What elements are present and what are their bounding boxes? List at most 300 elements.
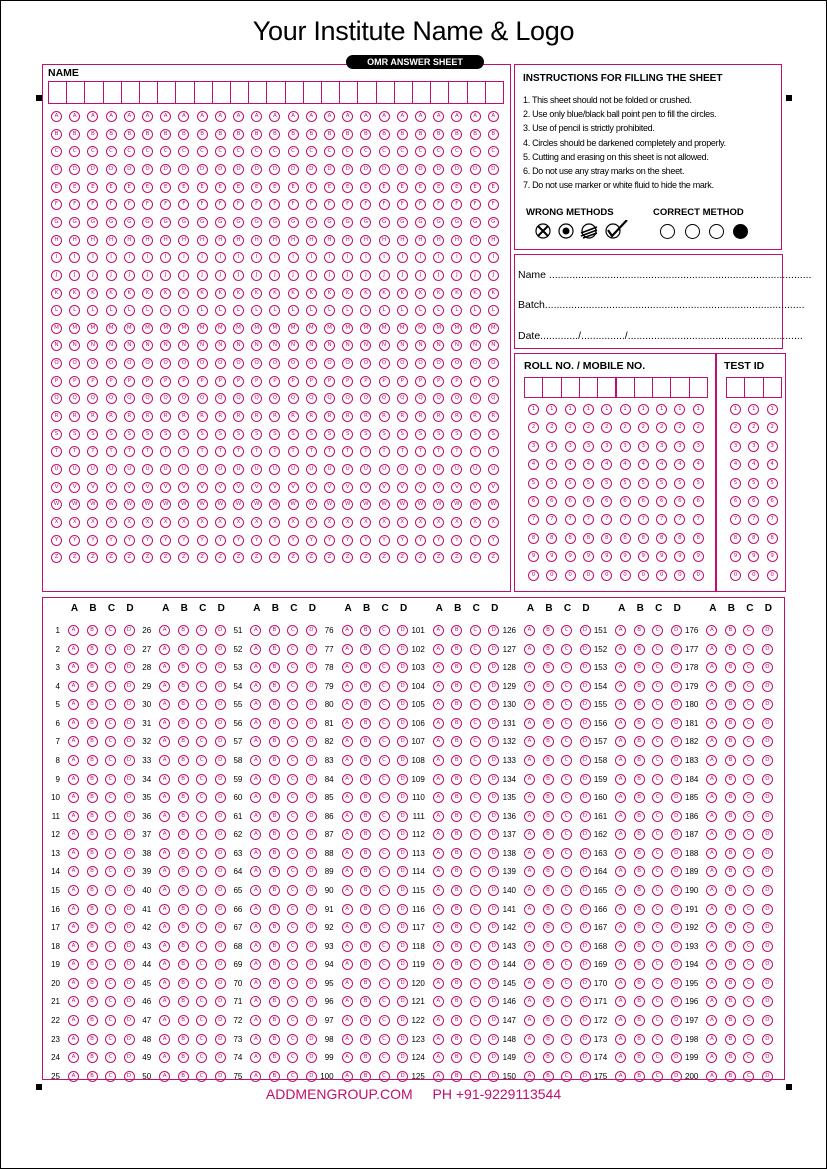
name-bubble[interactable]: X <box>142 517 153 528</box>
name-bubble[interactable]: E <box>306 182 317 193</box>
answer-bubble[interactable]: A <box>68 662 79 673</box>
answer-bubble[interactable]: C <box>196 662 207 673</box>
answer-bubble[interactable]: C <box>196 941 207 952</box>
name-bubble[interactable]: C <box>379 146 390 157</box>
answer-bubble[interactable]: A <box>706 811 717 822</box>
answer-bubble[interactable]: C <box>105 718 116 729</box>
answer-bubble[interactable]: B <box>360 996 371 1007</box>
answer-bubble[interactable]: A <box>433 755 444 766</box>
name-bubble[interactable]: L <box>379 305 390 316</box>
answer-bubble[interactable]: A <box>250 922 261 933</box>
name-letter-box[interactable] <box>194 81 213 104</box>
answer-bubble[interactable]: C <box>561 1071 572 1082</box>
answer-bubble[interactable]: D <box>397 978 408 989</box>
answer-bubble[interactable]: A <box>615 904 626 915</box>
name-letter-box[interactable] <box>376 81 395 104</box>
answer-bubble[interactable]: B <box>634 904 645 915</box>
answer-bubble[interactable]: B <box>87 996 98 1007</box>
name-bubble[interactable]: E <box>142 182 153 193</box>
answer-bubble[interactable]: A <box>615 1015 626 1026</box>
name-bubble[interactable]: T <box>324 446 335 457</box>
answer-bubble[interactable]: C <box>287 978 298 989</box>
roll-bubble[interactable]: 4 <box>565 459 576 470</box>
answer-bubble[interactable]: A <box>524 959 535 970</box>
name-bubble[interactable]: K <box>106 288 117 299</box>
answer-bubble[interactable]: B <box>360 718 371 729</box>
name-bubble[interactable]: Z <box>415 552 426 563</box>
name-bubble[interactable]: T <box>379 446 390 457</box>
test-id-bubble[interactable]: 0 <box>730 570 741 581</box>
answer-bubble[interactable]: A <box>159 736 170 747</box>
answer-bubble[interactable]: B <box>725 866 736 877</box>
answer-bubble[interactable]: D <box>397 904 408 915</box>
name-bubble[interactable]: Z <box>306 552 317 563</box>
roll-bubble[interactable]: 0 <box>620 570 631 581</box>
roll-bubble[interactable]: 0 <box>528 570 539 581</box>
name-bubble[interactable]: Z <box>251 552 262 563</box>
answer-bubble[interactable]: D <box>488 1052 499 1063</box>
name-bubble[interactable]: M <box>178 323 189 334</box>
answer-bubble[interactable]: B <box>269 1015 280 1026</box>
test-id-digit-box[interactable] <box>744 377 763 398</box>
answer-bubble[interactable]: A <box>524 625 535 636</box>
answer-bubble[interactable]: D <box>762 792 773 803</box>
roll-bubble[interactable]: 3 <box>620 441 631 452</box>
answer-bubble[interactable]: C <box>379 848 390 859</box>
answer-bubble[interactable]: D <box>215 774 226 785</box>
roll-bubble[interactable]: 7 <box>583 514 594 525</box>
name-bubble[interactable]: L <box>451 305 462 316</box>
name-bubble[interactable]: S <box>251 429 262 440</box>
name-bubble[interactable]: B <box>360 129 371 140</box>
name-bubble[interactable]: X <box>251 517 262 528</box>
name-bubble[interactable]: T <box>160 446 171 457</box>
answer-bubble[interactable]: B <box>725 1071 736 1082</box>
name-bubble[interactable]: C <box>342 146 353 157</box>
name-letter-box[interactable] <box>266 81 285 104</box>
roll-bubble[interactable]: 5 <box>674 478 685 489</box>
answer-bubble[interactable]: A <box>159 681 170 692</box>
name-bubble[interactable]: J <box>87 270 98 281</box>
answer-bubble[interactable]: B <box>634 699 645 710</box>
roll-bubble[interactable]: 4 <box>546 459 557 470</box>
roll-bubble[interactable]: 1 <box>674 404 685 415</box>
name-bubble[interactable]: V <box>451 482 462 493</box>
name-bubble[interactable]: A <box>470 111 481 122</box>
name-bubble[interactable]: U <box>470 464 481 475</box>
answer-bubble[interactable]: C <box>196 755 207 766</box>
name-bubble[interactable]: O <box>433 358 444 369</box>
name-bubble[interactable]: G <box>470 217 481 228</box>
name-bubble[interactable]: C <box>160 146 171 157</box>
name-bubble[interactable]: U <box>397 464 408 475</box>
answer-bubble[interactable]: B <box>87 941 98 952</box>
answer-bubble[interactable]: D <box>397 959 408 970</box>
name-bubble[interactable]: I <box>288 252 299 263</box>
name-bubble[interactable]: L <box>197 305 208 316</box>
name-bubble[interactable]: P <box>87 376 98 387</box>
name-bubble[interactable]: M <box>379 323 390 334</box>
name-bubble[interactable]: Q <box>470 393 481 404</box>
answer-bubble[interactable]: C <box>287 904 298 915</box>
name-bubble[interactable]: A <box>233 111 244 122</box>
answer-bubble[interactable]: A <box>250 736 261 747</box>
answer-bubble[interactable]: D <box>671 1052 682 1063</box>
name-bubble[interactable]: D <box>470 164 481 175</box>
answer-bubble[interactable]: A <box>342 996 353 1007</box>
answer-bubble[interactable]: D <box>671 978 682 989</box>
name-bubble[interactable]: B <box>69 129 80 140</box>
name-bubble[interactable]: F <box>51 199 62 210</box>
name-bubble[interactable]: V <box>106 482 117 493</box>
answer-bubble[interactable]: A <box>342 681 353 692</box>
name-bubble[interactable]: Q <box>342 393 353 404</box>
name-bubble[interactable]: O <box>415 358 426 369</box>
answer-bubble[interactable]: C <box>652 1015 663 1026</box>
answer-bubble[interactable]: D <box>397 922 408 933</box>
answer-bubble[interactable]: B <box>451 755 462 766</box>
answer-bubble[interactable]: A <box>706 904 717 915</box>
name-bubble[interactable]: M <box>87 323 98 334</box>
answer-bubble[interactable]: C <box>379 941 390 952</box>
name-bubble[interactable]: D <box>306 164 317 175</box>
name-bubble[interactable]: D <box>142 164 153 175</box>
name-bubble[interactable]: Y <box>451 535 462 546</box>
answer-bubble[interactable]: B <box>87 829 98 840</box>
name-bubble[interactable]: T <box>87 446 98 457</box>
roll-bubble[interactable]: 6 <box>693 496 704 507</box>
answer-bubble[interactable]: D <box>397 718 408 729</box>
name-bubble[interactable]: D <box>87 164 98 175</box>
answer-bubble[interactable]: A <box>615 866 626 877</box>
name-bubble[interactable]: J <box>306 270 317 281</box>
name-bubble[interactable]: N <box>233 340 244 351</box>
answer-bubble[interactable]: C <box>196 829 207 840</box>
name-bubble[interactable]: Y <box>269 535 280 546</box>
answer-bubble[interactable]: C <box>379 904 390 915</box>
answer-bubble[interactable]: A <box>433 829 444 840</box>
name-letter-box[interactable] <box>485 81 504 104</box>
name-bubble[interactable]: D <box>160 164 171 175</box>
name-bubble[interactable]: F <box>197 199 208 210</box>
name-letter-box[interactable] <box>430 81 449 104</box>
roll-bubble[interactable]: 5 <box>528 478 539 489</box>
answer-bubble[interactable]: B <box>543 978 554 989</box>
answer-bubble[interactable]: D <box>306 755 317 766</box>
answer-bubble[interactable]: B <box>269 662 280 673</box>
name-bubble[interactable]: S <box>324 429 335 440</box>
answer-bubble[interactable]: A <box>250 866 261 877</box>
answer-bubble[interactable]: A <box>68 1052 79 1063</box>
answer-bubble[interactable]: A <box>159 1071 170 1082</box>
name-bubble[interactable]: P <box>160 376 171 387</box>
name-bubble[interactable]: R <box>379 411 390 422</box>
answer-bubble[interactable]: D <box>215 922 226 933</box>
answer-bubble[interactable]: A <box>68 755 79 766</box>
answer-bubble[interactable]: D <box>306 866 317 877</box>
name-bubble[interactable]: W <box>251 499 262 510</box>
answer-bubble[interactable]: D <box>488 885 499 896</box>
answer-bubble[interactable]: C <box>379 662 390 673</box>
roll-bubble[interactable]: 0 <box>674 570 685 581</box>
answer-bubble[interactable]: A <box>250 662 261 673</box>
answer-bubble[interactable]: C <box>743 1034 754 1045</box>
answer-bubble[interactable]: D <box>215 1015 226 1026</box>
name-bubble[interactable]: Q <box>142 393 153 404</box>
answer-bubble[interactable]: A <box>68 829 79 840</box>
answer-bubble[interactable]: A <box>706 1034 717 1045</box>
answer-bubble[interactable]: B <box>360 699 371 710</box>
answer-bubble[interactable]: B <box>451 1071 462 1082</box>
name-bubble[interactable]: A <box>433 111 444 122</box>
roll-bubble[interactable]: 3 <box>674 441 685 452</box>
name-bubble[interactable]: O <box>215 358 226 369</box>
name-bubble[interactable]: Z <box>269 552 280 563</box>
name-bubble[interactable]: M <box>251 323 262 334</box>
name-bubble[interactable]: E <box>69 182 80 193</box>
answer-bubble[interactable]: B <box>178 978 189 989</box>
name-bubble[interactable]: K <box>233 288 244 299</box>
name-bubble[interactable]: M <box>69 323 80 334</box>
test-id-bubble[interactable]: 0 <box>767 570 778 581</box>
answer-bubble[interactable]: D <box>762 755 773 766</box>
answer-bubble[interactable]: D <box>762 662 773 673</box>
name-bubble[interactable]: L <box>178 305 189 316</box>
answer-bubble[interactable]: C <box>196 959 207 970</box>
name-bubble[interactable]: Y <box>360 535 371 546</box>
answer-bubble[interactable]: C <box>470 792 481 803</box>
answer-bubble[interactable]: A <box>159 755 170 766</box>
name-bubble[interactable]: I <box>451 252 462 263</box>
answer-bubble[interactable]: C <box>287 866 298 877</box>
answer-bubble[interactable]: D <box>397 755 408 766</box>
answer-bubble[interactable]: A <box>159 662 170 673</box>
answer-bubble[interactable]: B <box>451 644 462 655</box>
name-bubble[interactable]: W <box>87 499 98 510</box>
answer-bubble[interactable]: B <box>634 1034 645 1045</box>
name-bubble[interactable]: A <box>360 111 371 122</box>
answer-bubble[interactable]: C <box>379 922 390 933</box>
name-bubble[interactable]: O <box>178 358 189 369</box>
answer-bubble[interactable]: C <box>105 941 116 952</box>
answer-bubble[interactable]: B <box>634 885 645 896</box>
answer-bubble[interactable]: D <box>488 848 499 859</box>
name-bubble[interactable]: J <box>451 270 462 281</box>
answer-bubble[interactable]: D <box>762 1071 773 1082</box>
name-bubble[interactable]: H <box>251 235 262 246</box>
test-id-bubble[interactable]: 5 <box>748 478 759 489</box>
answer-bubble[interactable]: D <box>306 996 317 1007</box>
answer-bubble[interactable]: A <box>524 885 535 896</box>
answer-bubble[interactable]: B <box>87 644 98 655</box>
name-bubble[interactable]: E <box>288 182 299 193</box>
name-bubble[interactable]: P <box>124 376 135 387</box>
name-bubble[interactable]: E <box>51 182 62 193</box>
test-id-bubble[interactable]: 4 <box>767 459 778 470</box>
answer-bubble[interactable]: A <box>68 792 79 803</box>
name-bubble[interactable]: B <box>433 129 444 140</box>
answer-bubble[interactable]: B <box>634 718 645 729</box>
name-bubble[interactable]: B <box>251 129 262 140</box>
answer-bubble[interactable]: D <box>488 1015 499 1026</box>
name-bubble[interactable]: R <box>360 411 371 422</box>
name-bubble[interactable]: V <box>342 482 353 493</box>
answer-bubble[interactable]: C <box>652 792 663 803</box>
roll-bubble[interactable]: 2 <box>620 422 631 433</box>
name-bubble[interactable]: B <box>379 129 390 140</box>
answer-bubble[interactable]: A <box>433 922 444 933</box>
name-bubble[interactable]: H <box>69 235 80 246</box>
answer-bubble[interactable]: A <box>706 922 717 933</box>
answer-bubble[interactable]: C <box>379 1052 390 1063</box>
roll-digit-box[interactable] <box>561 377 580 398</box>
name-bubble[interactable]: V <box>178 482 189 493</box>
name-bubble[interactable]: M <box>106 323 117 334</box>
name-bubble[interactable]: E <box>415 182 426 193</box>
answer-bubble[interactable]: A <box>159 996 170 1007</box>
answer-bubble[interactable]: D <box>397 644 408 655</box>
name-bubble[interactable]: X <box>451 517 462 528</box>
name-bubble[interactable]: U <box>415 464 426 475</box>
answer-bubble[interactable]: A <box>342 829 353 840</box>
name-bubble[interactable]: U <box>342 464 353 475</box>
answer-bubble[interactable]: A <box>342 811 353 822</box>
name-bubble[interactable]: Y <box>397 535 408 546</box>
answer-bubble[interactable]: D <box>306 1034 317 1045</box>
name-bubble[interactable]: C <box>233 146 244 157</box>
answer-bubble[interactable]: B <box>725 941 736 952</box>
answer-bubble[interactable]: C <box>652 736 663 747</box>
answer-bubble[interactable]: C <box>196 1052 207 1063</box>
answer-bubble[interactable]: B <box>269 699 280 710</box>
name-bubble[interactable]: X <box>197 517 208 528</box>
answer-bubble[interactable]: B <box>725 848 736 859</box>
name-bubble[interactable]: I <box>178 252 189 263</box>
roll-digit-box[interactable] <box>670 377 689 398</box>
name-bubble[interactable]: G <box>160 217 171 228</box>
roll-bubble[interactable]: 8 <box>583 533 594 544</box>
answer-bubble[interactable]: A <box>68 681 79 692</box>
name-bubble[interactable]: N <box>415 340 426 351</box>
answer-bubble[interactable]: D <box>762 922 773 933</box>
name-bubble[interactable]: Q <box>415 393 426 404</box>
name-bubble[interactable]: P <box>397 376 408 387</box>
name-bubble[interactable]: G <box>142 217 153 228</box>
name-bubble[interactable]: W <box>69 499 80 510</box>
answer-bubble[interactable]: D <box>580 625 591 636</box>
answer-bubble[interactable]: A <box>524 811 535 822</box>
answer-bubble[interactable]: A <box>250 1071 261 1082</box>
answer-bubble[interactable]: C <box>652 699 663 710</box>
answer-bubble[interactable]: B <box>725 792 736 803</box>
answer-bubble[interactable]: B <box>543 699 554 710</box>
name-bubble[interactable]: B <box>51 129 62 140</box>
roll-bubble[interactable]: 2 <box>546 422 557 433</box>
answer-bubble[interactable]: A <box>342 959 353 970</box>
name-letter-box[interactable] <box>285 81 304 104</box>
name-bubble[interactable]: K <box>379 288 390 299</box>
answer-bubble[interactable]: C <box>287 848 298 859</box>
name-bubble[interactable]: A <box>69 111 80 122</box>
name-bubble[interactable]: A <box>342 111 353 122</box>
name-bubble[interactable]: T <box>269 446 280 457</box>
answer-bubble[interactable]: D <box>488 978 499 989</box>
answer-bubble[interactable]: D <box>580 922 591 933</box>
roll-bubble[interactable]: 7 <box>620 514 631 525</box>
answer-bubble[interactable]: B <box>178 774 189 785</box>
name-bubble[interactable]: H <box>415 235 426 246</box>
answer-bubble[interactable]: A <box>615 996 626 1007</box>
name-bubble[interactable]: M <box>160 323 171 334</box>
name-bubble[interactable]: U <box>87 464 98 475</box>
name-bubble[interactable]: M <box>451 323 462 334</box>
name-bubble[interactable]: W <box>342 499 353 510</box>
answer-bubble[interactable]: B <box>725 774 736 785</box>
answer-bubble[interactable]: A <box>250 829 261 840</box>
answer-bubble[interactable]: D <box>306 922 317 933</box>
roll-bubble[interactable]: 5 <box>620 478 631 489</box>
answer-bubble[interactable]: D <box>671 718 682 729</box>
name-bubble[interactable]: O <box>251 358 262 369</box>
answer-bubble[interactable]: B <box>178 848 189 859</box>
answer-bubble[interactable]: B <box>634 1052 645 1063</box>
answer-bubble[interactable]: C <box>470 699 481 710</box>
answer-bubble[interactable]: C <box>287 625 298 636</box>
roll-bubble[interactable]: 0 <box>546 570 557 581</box>
name-bubble[interactable]: I <box>360 252 371 263</box>
answer-bubble[interactable]: A <box>524 755 535 766</box>
name-bubble[interactable]: R <box>470 411 481 422</box>
answer-bubble[interactable]: A <box>159 1052 170 1063</box>
answer-bubble[interactable]: D <box>580 755 591 766</box>
answer-bubble[interactable]: C <box>470 625 481 636</box>
name-bubble[interactable]: G <box>433 217 444 228</box>
name-bubble[interactable]: P <box>269 376 280 387</box>
answer-bubble[interactable]: A <box>524 662 535 673</box>
answer-bubble[interactable]: B <box>87 736 98 747</box>
answer-bubble[interactable]: C <box>743 848 754 859</box>
name-bubble[interactable]: F <box>106 199 117 210</box>
answer-bubble[interactable]: D <box>124 885 135 896</box>
answer-bubble[interactable]: C <box>743 625 754 636</box>
answer-bubble[interactable]: D <box>671 866 682 877</box>
answer-bubble[interactable]: C <box>287 699 298 710</box>
answer-bubble[interactable]: C <box>561 755 572 766</box>
answer-bubble[interactable]: D <box>124 755 135 766</box>
answer-bubble[interactable]: B <box>543 1034 554 1045</box>
name-bubble[interactable]: G <box>215 217 226 228</box>
answer-bubble[interactable]: D <box>580 885 591 896</box>
name-bubble[interactable]: I <box>215 252 226 263</box>
name-bubble[interactable]: L <box>288 305 299 316</box>
answer-bubble[interactable]: C <box>379 681 390 692</box>
answer-bubble[interactable]: C <box>470 736 481 747</box>
answer-bubble[interactable]: D <box>306 1015 317 1026</box>
name-bubble[interactable]: I <box>324 252 335 263</box>
name-bubble[interactable]: I <box>488 252 499 263</box>
answer-bubble[interactable]: D <box>671 681 682 692</box>
answer-bubble[interactable]: B <box>634 736 645 747</box>
name-bubble[interactable]: F <box>160 199 171 210</box>
answer-bubble[interactable]: A <box>615 811 626 822</box>
name-bubble[interactable]: R <box>215 411 226 422</box>
test-id-bubble[interactable]: 3 <box>730 441 741 452</box>
answer-bubble[interactable]: A <box>615 885 626 896</box>
answer-bubble[interactable]: B <box>543 1071 554 1082</box>
answer-bubble[interactable]: D <box>762 885 773 896</box>
answer-bubble[interactable]: C <box>196 699 207 710</box>
name-letter-box[interactable] <box>303 81 322 104</box>
